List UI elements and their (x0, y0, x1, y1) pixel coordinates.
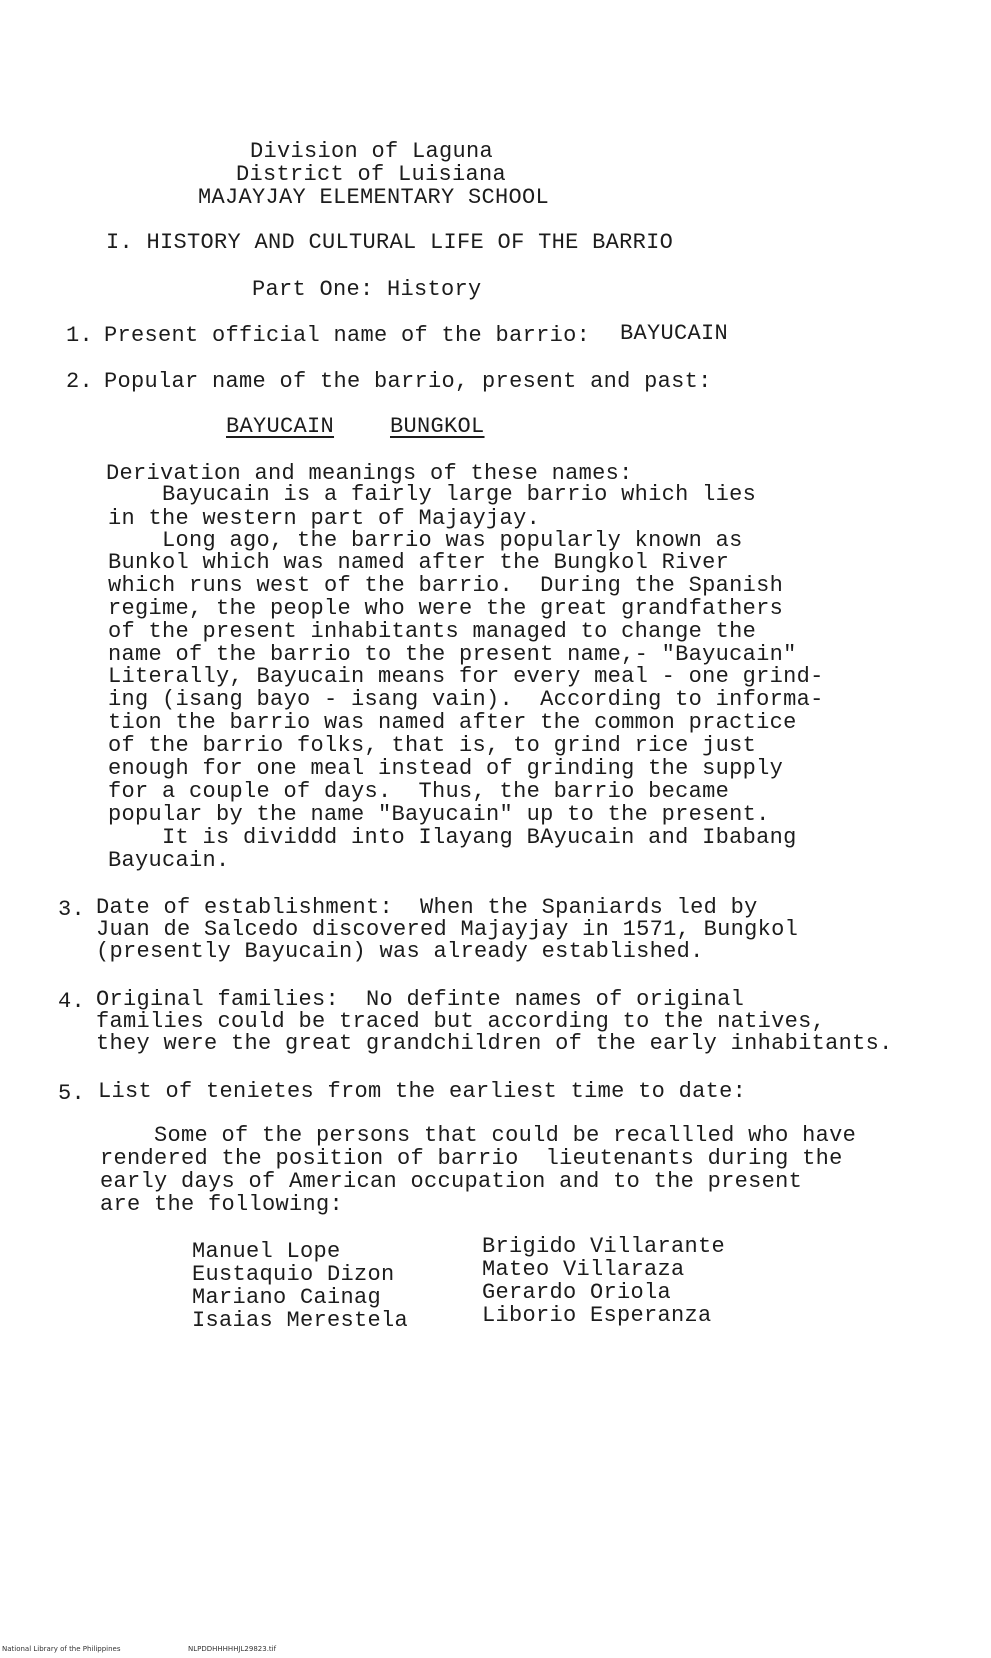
paragraph-line: popular by the name "Bayucain" up to the present. (108, 802, 770, 827)
derivation-label: Derivation and meanings of these names: (106, 461, 633, 486)
paragraph-line: in the western part of Majayjay. (108, 506, 541, 531)
paragraph-line: enough for one meal instead of grinding the supply (108, 756, 784, 781)
paragraph-line: tion the barrio was named after the common practice (108, 710, 797, 735)
item-number: 1. (66, 323, 94, 348)
barrio-name-present: BAYUCAIN (226, 414, 335, 439)
part-title: Part One: History (252, 277, 482, 302)
teniente-name: Gerardo Oriola (482, 1280, 672, 1305)
header-school: MAJAYJAY ELEMENTARY SCHOOL (198, 185, 550, 210)
item4-line: they were the great grandchildren of the early inhabitants. (96, 1031, 893, 1056)
teniente-name: Manuel Lope (192, 1239, 341, 1264)
paragraph-line: of the present inhabitants managed to change the (108, 619, 757, 644)
item5-intro-line: are the following: (100, 1192, 344, 1217)
item5-label: List of tenietes from the earliest time to date: (98, 1079, 747, 1104)
barrio-name-past: BUNGKOL (390, 414, 485, 439)
paragraph-line: Long ago, the barrio was popularly known as (108, 528, 743, 553)
item-number: 5. (58, 1081, 86, 1106)
item3-line: Date of establishment: When the Spaniards led by (96, 895, 758, 920)
item5-intro-line: Some of the persons that could be recallled who have (100, 1123, 857, 1148)
item4-line: families could be traced but according to the natives, (96, 1009, 826, 1034)
paragraph-line: regime, the people who were the great grandfathers (108, 596, 784, 621)
paragraph-line: which runs west of the barrio. During the Spanish (108, 573, 784, 598)
item-number: 2. (66, 369, 94, 394)
teniente-name: Liborio Esperanza (482, 1303, 712, 1328)
item2-label: Popular name of the barrio, present and past: (104, 369, 712, 394)
item-number: 3. (58, 897, 86, 922)
item5-intro-line: early days of American occupation and to the present (100, 1169, 803, 1194)
item3-line: (presently Bayucain) was already established. (96, 939, 704, 964)
item3-line: Juan de Salcedo discovered Majayjay in 1571, Bungkol (96, 917, 799, 942)
teniente-name: Brigido Villarante (482, 1234, 726, 1259)
teniente-name: Mateo Villaraza (482, 1257, 685, 1282)
paragraph-line: Literally, Bayucain means for every meal - one grind- (108, 664, 824, 689)
header-district: District of Luisiana (236, 162, 507, 187)
teniente-name: Isaias Merestela (192, 1308, 409, 1333)
paragraph-line: ing (isang bayo - isang vain). According to informa- (108, 687, 824, 712)
item4-line: Original families: No definte names of original (96, 987, 745, 1012)
item1-value: BAYUCAIN (620, 321, 729, 346)
footer-library: National Library of the Philippines (2, 1645, 121, 1653)
paragraph-line: of the barrio folks, that is, to grind rice just (108, 733, 757, 758)
paragraph-line: Bunkol which was named after the Bungkol River (108, 550, 730, 575)
paragraph-line: It is dividdd into Ilayang BAyucain and Ibabang (108, 825, 797, 850)
paragraph-line: name of the barrio to the present name,- "Bayucain" (108, 642, 797, 667)
teniente-name: Eustaquio Dizon (192, 1262, 395, 1287)
teniente-name: Mariano Cainag (192, 1285, 382, 1310)
footer-file-id: NLPDDHHHHHJL29823.tif (188, 1645, 277, 1653)
header-division: Division of Laguna (250, 139, 494, 164)
item-number: 4. (58, 989, 86, 1014)
section-title: I. HISTORY AND CULTURAL LIFE OF THE BARRIO (106, 230, 674, 255)
paragraph-line: Bayucain. (108, 848, 230, 873)
paragraph-line: Bayucain is a fairly large barrio which lies (108, 482, 757, 507)
item5-intro-line: rendered the position of barrio lieutenants during the (100, 1146, 843, 1171)
paragraph-line: for a couple of days. Thus, the barrio became (108, 779, 730, 804)
item1-label: Present official name of the barrio: (104, 323, 591, 348)
